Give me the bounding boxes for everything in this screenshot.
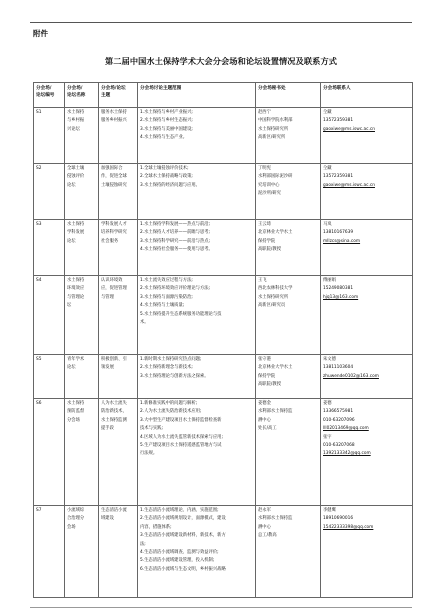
document-title: 第二届中国水土保持学术大会分会场和论坛设置情况及联系方式 [104, 56, 338, 66]
cell-line: 赵西宁 [258, 110, 271, 115]
cell-line: 处长/高工 [258, 426, 277, 432]
secretariat-cell [256, 276, 321, 355]
contact-line: 010-63207096 [323, 417, 355, 423]
cell-line: 会场 [67, 524, 76, 530]
contact-line: 13572359381 [323, 118, 354, 124]
cell-line: 预防监督 [67, 409, 85, 415]
cell-line: 坛 [67, 303, 72, 309]
cell-line: 水利部水土保持监 [258, 516, 293, 522]
cell-line: 与管理 [101, 294, 114, 300]
cell-line: S1 [36, 110, 42, 115]
cell-line: 西北农林科技大学 [258, 286, 293, 292]
cell-line: 究培训中心 [258, 182, 280, 188]
cell-line: S5 [36, 357, 42, 362]
contact-line[interactable]: mllzcs@sina.com [323, 238, 361, 244]
forum-table [33, 82, 413, 598]
contact-line[interactable]: gaoxiwe@ms.iswc.ac.cn [323, 182, 375, 188]
table-header-row [34, 83, 413, 108]
table-row [34, 399, 413, 506]
cell-line: 高新区/研究所 [258, 135, 286, 141]
cell-line: 4.水土保持与生态产业。 [140, 135, 188, 141]
cell-line: 防治新技术， [101, 409, 127, 415]
header-cell [99, 83, 138, 108]
cell-line: 1.水土保持与乡村产业振兴; [140, 110, 193, 115]
contact-cell [321, 506, 413, 598]
cell-line: 王飞 [258, 278, 267, 283]
contact-line[interactable]: hjq13@163.com [323, 294, 359, 300]
header-label: 分会场/论坛 [101, 86, 126, 91]
forum-name-cell [65, 506, 99, 598]
header-cell [321, 83, 413, 108]
contact-line: 13366575981 [323, 409, 354, 415]
forum-name-cell [65, 164, 99, 220]
cell-line: S7 [36, 508, 42, 513]
header-cell [65, 83, 99, 108]
header-label: 论坛编号 [36, 93, 55, 99]
cell-line: 服务水土保持 [101, 110, 127, 115]
cell-line: 中国科学院水利部 [258, 118, 293, 124]
forum-theme-cell [99, 399, 138, 506]
cell-line: 5.生产建设项目水土保持遥感监管地方与试 [140, 443, 222, 449]
cell-line: 水土保持研究所 [258, 126, 289, 132]
cell-line: 1.新时期水土保持研究热点问题; [140, 357, 202, 362]
forum-name-cell [65, 276, 99, 355]
table-row [34, 164, 413, 220]
header-cell [138, 83, 256, 108]
cell-line: 高职院/教授 [258, 247, 281, 253]
forum-id-cell [34, 506, 65, 598]
contact-line[interactable]: gaoxiwe@ms.iswc.ac.cn [323, 126, 375, 132]
cell-line: 水利部水土保持监 [258, 409, 293, 415]
cell-line: S4 [36, 278, 42, 283]
cell-line: 技术与实践; [140, 426, 163, 432]
header-label: 主题 [101, 93, 111, 99]
table-row [34, 276, 413, 355]
cell-line: 2.水土保持人才培养——前瞻与思考; [140, 230, 210, 236]
header-label: 分会场讨论主题范围 [140, 86, 182, 91]
cell-line: 领发展 [101, 365, 114, 371]
cell-line: 1.新修准实践中的问题与解析; [140, 401, 198, 406]
cell-line: 4.生态清洁小流域调查、监测与效益评价; [140, 550, 219, 556]
cell-line: 泥沙所/研究 [258, 191, 281, 197]
cell-line: 社会服务 [101, 238, 119, 244]
cell-line: 保持学院 [258, 238, 276, 244]
cell-line: 水土保持 [67, 222, 85, 227]
table-row [34, 108, 413, 164]
cell-line: 4.水土保持社会服务——使用与思考。 [140, 247, 213, 253]
cell-line: 小流域综 [67, 508, 85, 513]
cell-line: 1.水土保持学科发展——热点与前沿; [140, 222, 210, 227]
scope-cell [138, 355, 256, 399]
contact-line: 仝藏 [323, 110, 332, 115]
cell-line: 培养科学研究 [101, 230, 127, 236]
cell-line: 3.水土保持与美丽中国建设; [140, 126, 193, 132]
contact-line: 姜德 [323, 401, 332, 406]
secretariat-cell [256, 506, 321, 598]
cell-line: 学科发展 [67, 230, 85, 236]
forum-id-cell [34, 399, 65, 506]
contact-line: 仝藏 [323, 166, 332, 171]
cell-line: 与管理论 [67, 294, 85, 300]
contact-line: 马岚 [323, 222, 332, 227]
header-label: 分会场秘书处 [258, 86, 286, 91]
cell-line: 作，促进全球 [101, 174, 127, 180]
cell-line: S6 [36, 401, 42, 406]
cell-line: 2.水土保持新理念与新技术; [140, 365, 193, 371]
cell-line: 2.水土保持与乡村生态振兴; [140, 118, 193, 124]
cell-line: 3.水土保持的经济问题与应用。 [140, 182, 200, 188]
contact-line: 13810167639 [323, 230, 354, 236]
cell-line: 3.水土保持理论与创新方法之探索。 [140, 373, 209, 379]
cell-line: 4.区域人为水土流失监管新技术探索与应用; [140, 434, 223, 440]
header-label: 分会场联系人 [323, 86, 351, 91]
cell-line: 分会场 [67, 417, 80, 423]
cell-line: 生态清洁小流 [101, 508, 127, 513]
cell-line: S2 [36, 166, 42, 171]
contact-line[interactable]: lll02013469@qq.com [323, 426, 369, 432]
scope-cell [138, 506, 256, 598]
cell-line: 测中心 [258, 417, 271, 423]
cell-line: 兴论坛 [67, 126, 80, 132]
cell-line: 论坛 [67, 365, 76, 371]
cell-line: 3.大中型生产建设项目水土保持监督检查新 [140, 417, 222, 423]
cell-line: 提手段 [101, 426, 114, 432]
cell-line: 5.水土保持提升生态系统服务功能理论与技 [140, 311, 222, 317]
header-cell [256, 83, 321, 108]
cell-line: 论坛 [67, 182, 76, 188]
header-cell [34, 83, 65, 108]
contact-line: 张宇 [323, 434, 332, 440]
contact-line: 傅丽娟 [323, 278, 336, 283]
contact-line: 18910690016 [323, 516, 354, 522]
cell-line: 姜德金 [258, 401, 271, 406]
table-row [34, 220, 413, 276]
cell-line: S3 [36, 222, 42, 227]
cell-line: 2.生态清洁小流域规划设计，面源模式，建设 [140, 516, 226, 522]
cell-line: 合治理分 [67, 516, 85, 522]
forum-name-cell [65, 355, 99, 399]
contact-cell [321, 276, 413, 355]
cell-line: 侵蚀评价 [67, 174, 85, 180]
forum-id-cell [34, 355, 65, 399]
cell-line: 5.生态清洁小流域建设管理，投入机制; [140, 558, 215, 564]
contact-line: 010-63207068 [323, 443, 355, 449]
cell-line: 测中心 [258, 524, 271, 530]
forum-id-cell [34, 108, 65, 164]
contact-line[interactable]: 15422333398@qq.com [323, 524, 374, 530]
scope-cell [138, 220, 256, 276]
cell-line: 总工/教高 [258, 533, 277, 539]
cell-line: 高职院/教授 [258, 382, 281, 388]
cell-line: 认识环境效 [101, 278, 123, 283]
contact-line: 李健鹰 [323, 508, 336, 513]
header-label: 分会场/ [67, 86, 83, 91]
secretariat-cell [256, 399, 321, 506]
cell-line: 2.水土保持环境效应评价理论与方法; [140, 286, 210, 292]
forum-id-cell [34, 276, 65, 355]
secretariat-cell [256, 164, 321, 220]
forum-name-cell [65, 220, 99, 276]
cell-line: 丁明宪 [258, 166, 271, 171]
forum-name-cell [65, 399, 99, 506]
cell-line: 3.生态清洁小流域建设新材料，新技术，新方 [140, 533, 226, 539]
cell-line: 6.生态清洁小流域与生态文明，乡村振兴战略 [140, 566, 226, 572]
cell-line: 4.水土保持与土壤质量; [140, 303, 185, 309]
secretariat-cell [256, 108, 321, 164]
cell-line: 3.水土保持与面源污染防治; [140, 294, 193, 300]
cell-line: 水土保持 [67, 278, 85, 283]
forum-theme-cell [99, 108, 138, 164]
cell-line: 法; [140, 541, 146, 547]
forum-theme-cell [99, 220, 138, 276]
forum-theme-cell [99, 355, 138, 399]
cell-line: 服务乡村振兴 [101, 118, 127, 124]
cell-line: 水土保持研究所 [258, 294, 289, 300]
cell-line: 1.生态清洁小流域理论、内涵、实施范围; [140, 508, 219, 513]
cell-line: 3.水土保持科学研究——前沿与热点; [140, 238, 210, 244]
forum-id-cell [34, 164, 65, 220]
cell-line: 内容，措施体系; [140, 524, 172, 530]
table-row [34, 355, 413, 399]
contact-line[interactable]: 1392133342@qq.com [323, 451, 371, 457]
cell-line: 水土保持 [67, 110, 85, 115]
cell-line: 人为水土流失 [101, 401, 127, 406]
cell-line: 积极创新、引 [101, 357, 127, 362]
table-body [34, 108, 413, 598]
secretariat-cell [256, 220, 321, 276]
scope-cell [138, 276, 256, 355]
cell-line: 环境效应 [67, 286, 85, 292]
cell-line: 2.人为水土流失防治新技术应用; [140, 409, 202, 415]
contact-line: 13811103604 [323, 365, 354, 371]
attachment-label: 附件 [33, 29, 48, 38]
cell-line: 术。 [140, 320, 149, 326]
cell-line: 学科发展人才 [101, 222, 127, 227]
cell-line: 王云琦 [258, 222, 271, 227]
contact-cell [321, 399, 413, 506]
scope-cell [138, 399, 256, 506]
cell-line: 应，促进管理 [101, 286, 127, 292]
cell-line: 高新区/研究员 [258, 303, 286, 309]
scope-cell [138, 108, 256, 164]
cell-line: 张守港 [258, 357, 271, 362]
contact-line: 朱文德 [323, 357, 336, 362]
forum-name-cell [65, 108, 99, 164]
cell-line: 保持学院 [258, 373, 276, 379]
cell-line: 北京林业大学水土 [258, 365, 293, 371]
contact-cell [321, 220, 413, 276]
cell-line: 青年学术 [67, 357, 85, 362]
contact-cell [321, 355, 413, 399]
cell-line: 水土保持监测 [101, 417, 127, 423]
contact-cell [321, 164, 413, 220]
cell-line: 水土保持 [67, 401, 85, 406]
forum-theme-cell [99, 164, 138, 220]
cell-line: 行法规。 [140, 451, 158, 457]
cell-line: 论坛 [67, 238, 76, 244]
header-label: 论坛名称 [67, 93, 86, 99]
cell-line: 赵永军 [258, 508, 271, 513]
bottom-rule [30, 607, 412, 608]
forum-theme-cell [99, 276, 138, 355]
cell-line: 全球土壤 [67, 166, 85, 171]
top-rule [30, 22, 412, 23]
secretariat-cell [256, 355, 321, 399]
contact-line: 13572359381 [323, 174, 354, 180]
cell-line: 2.全球水土保持战略与政策; [140, 174, 193, 180]
cell-line: 加强国际合 [101, 166, 123, 171]
cell-line: 水利部国际泥沙研 [258, 174, 293, 180]
cell-line: 1.水土流失效应过程与方法; [140, 278, 193, 283]
contact-cell [321, 108, 413, 164]
cell-line: 北京林业大学水土 [258, 230, 293, 236]
cell-line: 与乡村振 [67, 118, 85, 124]
cell-line: 土壤侵蚀研究 [101, 182, 127, 188]
cell-line: 域建设 [101, 516, 114, 522]
cell-line: 1.全球土壤侵蚀评价技术; [140, 166, 189, 171]
forum-theme-cell [99, 506, 138, 598]
scope-cell [138, 164, 256, 220]
header-label: 分会场/ [36, 86, 52, 91]
contact-line: 15249080381 [323, 286, 354, 292]
table-row [34, 506, 413, 598]
contact-line[interactable]: zhuwende0102@163.com [323, 373, 379, 379]
forum-id-cell [34, 220, 65, 276]
